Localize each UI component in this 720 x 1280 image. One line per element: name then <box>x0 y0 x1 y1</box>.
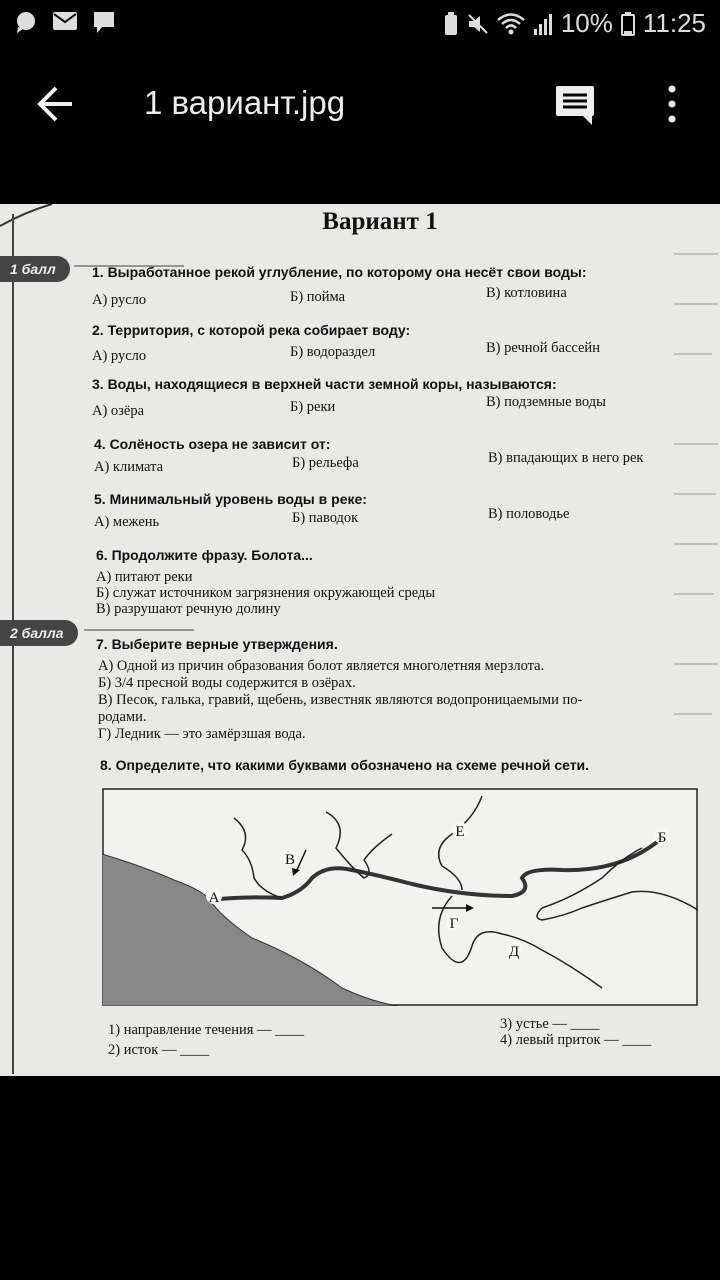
q3-option-c: В) подземные воды <box>486 394 606 410</box>
map-label-a: А <box>208 890 220 906</box>
signal-icon <box>533 13 553 35</box>
q7-statement-c-cont: родами. <box>98 709 147 725</box>
map-label-d: Д <box>508 944 520 960</box>
question-5: 5. Минимальный уровень воды в реке: <box>94 491 367 507</box>
document-image[interactable] <box>0 204 720 1076</box>
q1-option-c: В) котловина <box>486 285 567 301</box>
chat-icon <box>14 10 38 34</box>
map-label-b: Б <box>657 830 667 846</box>
question-7: 7. Выберите верные утверждения. <box>96 636 338 652</box>
back-arrow-icon[interactable] <box>36 84 76 124</box>
wifi-icon <box>497 13 525 35</box>
app-bar <box>0 50 720 160</box>
q3-option-b: Б) реки <box>290 399 336 415</box>
q5-option-b: Б) паводок <box>292 510 359 526</box>
status-bar <box>0 0 720 50</box>
battery-percent: 10% <box>560 8 613 38</box>
q4-option-c: В) впадающих в него рек <box>488 450 644 466</box>
question-8: 8. Определите, что какими буквами обозначено на схеме речной сети. <box>100 757 590 773</box>
more-options-icon[interactable] <box>664 84 680 124</box>
points-badge-1: 1 балл <box>0 256 70 282</box>
q7-statement-c: В) Песок, галька, гравий, щебень, известняк являются водопроницаемыми по- <box>98 692 583 708</box>
q4-option-b: Б) рельефа <box>292 455 359 471</box>
question-2: 2. Территория, с которой река собирает воду: <box>92 322 411 338</box>
q5-option-a: А) межень <box>94 514 160 530</box>
q2-option-a: А) русло <box>92 348 147 364</box>
mail-icon <box>52 10 78 32</box>
q6-option-b: Б) служат источником загрязнения окружающей среды <box>96 585 436 601</box>
q7-statement-d: Г) Ледник — это замёрзшая вода. <box>98 726 306 742</box>
badge-rule-2 <box>84 628 194 632</box>
map-label-g: Г <box>449 916 459 932</box>
battery-saver-icon <box>443 12 459 36</box>
map-label-e: Е <box>455 824 465 840</box>
map-label-v: В <box>284 852 296 868</box>
q7-statement-b: Б) 3/4 пресной воды содержится в озёрах. <box>98 675 356 691</box>
answer-2: 2) исток — ____ <box>108 1042 210 1058</box>
points-badge-2: 2 балла <box>0 620 78 646</box>
q5-option-c: В) половодье <box>488 506 570 522</box>
river-network-diagram <box>102 788 698 1006</box>
doc-heading: Вариант 1 <box>322 208 438 235</box>
q6-option-a: А) питают реки <box>96 569 193 585</box>
question-6: 6. Продолжите фразу. Болота... <box>96 547 313 563</box>
question-4: 4. Солёность озера не зависит от: <box>94 436 331 452</box>
clock: 11:25 <box>642 8 706 38</box>
question-3: 3. Воды, находящиеся в верхней части земной коры, называются: <box>92 376 557 392</box>
q6-option-c: В) разрушают речную долину <box>96 601 281 617</box>
answer-3: 3) устье — ____ <box>500 1016 600 1032</box>
q2-option-b: Б) водораздел <box>290 344 376 360</box>
q1-option-a: А) русло <box>92 292 147 308</box>
bleed-through-text <box>672 244 720 804</box>
answer-4: 4) левый приток — ____ <box>500 1032 652 1048</box>
question-1: 1. Выработанное рекой углубление, по которому она несёт свои воды: <box>92 264 587 280</box>
answer-1: 1) направление течения — ____ <box>108 1022 305 1038</box>
q1-option-b: Б) пойма <box>290 289 346 305</box>
mute-icon <box>467 13 489 35</box>
message-icon <box>92 10 116 34</box>
q4-option-a: А) климата <box>94 459 164 475</box>
comment-icon[interactable] <box>554 84 596 126</box>
q7-statement-a: А) Одной из причин образования болот является многолетняя мерзлота. <box>98 658 545 674</box>
q2-option-c: В) речной бассейн <box>486 340 600 356</box>
battery-icon <box>621 12 635 36</box>
file-title: 1 вариант.jpg <box>144 84 346 121</box>
q3-option-a: А) озёра <box>92 403 145 419</box>
